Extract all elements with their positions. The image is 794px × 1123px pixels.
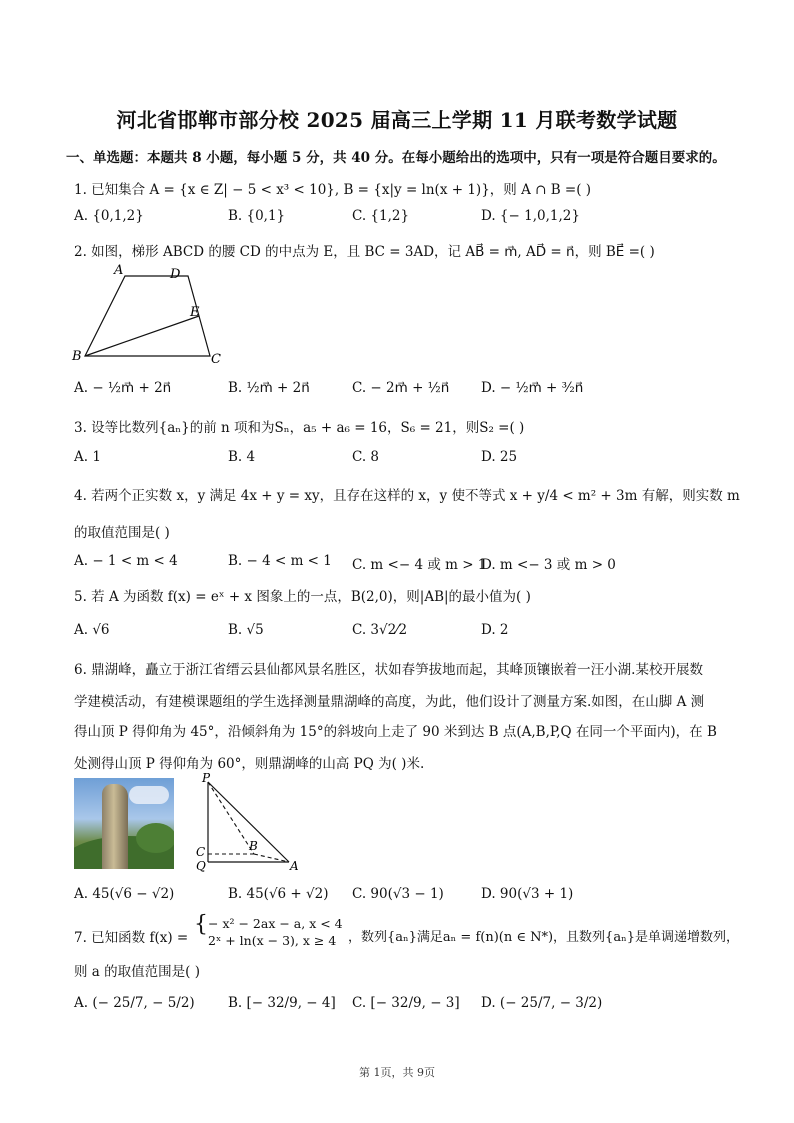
q6-option-c: C. 90(√3 − 1) (352, 886, 444, 902)
q7-option-d: D. (− 25/7, − 3/2) (481, 995, 603, 1011)
q7-option-c: C. [− 32/9, − 3] (352, 995, 460, 1011)
q3-option-c: C. 8 (352, 449, 380, 465)
label-C: C (211, 352, 221, 367)
q1-option-c: C. {1,2} (352, 208, 410, 224)
q4-option-b: B. − 4 < m < 1 (228, 553, 332, 569)
q7-option-b: B. [− 32/9, − 4] (228, 995, 336, 1011)
q5-option-b: B. √5 (228, 622, 264, 638)
piecewise-case-1: − x² − 2ax − a, x < 4 (208, 916, 343, 931)
q4-option-d: D. m <− 3 或 m > 0 (481, 557, 616, 573)
label-P: P (202, 771, 211, 785)
page-footer: 第 1页，共 9页 (359, 1066, 435, 1079)
measurement-diagram (192, 772, 312, 876)
trapezoid-figure (70, 262, 230, 372)
q2-option-d: D. − ½m⃗ + ³⁄₂n⃗ (481, 380, 584, 396)
label-A: A (290, 859, 299, 873)
question-6-line1: 6. 鼎湖峰，矗立于浙江省缙云县仙都风景名胜区，状如春笋拔地而起，其峰顶镶嵌着一汪小湖.某校开展数 (74, 662, 703, 678)
q4-option-a: A. − 1 < m < 4 (74, 553, 178, 569)
label-A: A (114, 263, 124, 278)
q2-option-b: B. ½m⃗ + 2n⃗ (228, 380, 310, 396)
q5-option-a: A. √6 (74, 622, 110, 638)
mountain-photo (74, 778, 174, 869)
q2-option-a: A. − ½m⃗ + 2n⃗ (74, 380, 172, 396)
question-7-line2: 则 a 的取值范围是( ) (74, 964, 200, 980)
q1-option-a: A. {0,1,2} (74, 208, 144, 224)
q1-option-d: D. {− 1,0,1,2} (481, 208, 580, 224)
q6-option-a: A. 45(√6 − √2) (74, 886, 175, 902)
label-E: E (190, 305, 200, 320)
q6-option-d: D. 90(√3 + 1) (481, 886, 574, 902)
piecewise-case-2: 2ˣ + ln(x − 3), x ≥ 4 (208, 933, 337, 948)
piecewise-brace: { (194, 912, 208, 937)
label-Q: Q (196, 859, 206, 873)
question-7-suffix: ，数列{aₙ}满足aₙ = f(n)(n ∈ N*)，且数列{aₙ}是单调递增数列， (348, 930, 739, 945)
question-6-line3: 得山顶 P 得仰角为 45°，沿倾斜角为 15°的斜坡向上走了 90 米到达 B 点(A,B,P,Q 在同一个平面内)，在 B (74, 724, 717, 740)
question-4-stem-line2: 的取值范围是( ) (74, 525, 170, 541)
question-3-stem: 3. 设等比数列{aₙ}的前 n 项和为Sₙ，a₅ + a₆ = 16，S₆ = 21，则S₂ =( ) (74, 420, 525, 436)
question-7-prefix: 7. 已知函数 f(x) = (74, 930, 189, 946)
q3-option-d: D. 25 (481, 449, 518, 465)
label-C: C (196, 845, 206, 859)
label-D: D (170, 267, 181, 282)
label-B: B (249, 839, 258, 853)
label-B: B (72, 349, 82, 364)
q5-option-d: D. 2 (481, 622, 509, 638)
q2-option-c: C. − 2m⃗ + ½n⃗ (352, 380, 450, 396)
q4-option-c: C. m <− 4 或 m > 1 (352, 557, 487, 573)
q7-option-a: A. (− 25/7, − 5/2) (74, 995, 195, 1011)
question-1-stem: 1. 已知集合 A = {x ∈ Z| − 5 < x³ < 10}, B = {x|y = ln(x + 1)}，则 A ∩ B =( ) (74, 182, 592, 198)
q6-option-b: B. 45(√6 + √2) (228, 886, 329, 902)
section-heading: 一、单选题：本题共 8 小题，每小题 5 分，共 40 分。在每小题给出的选项中，只有一项是符合题目要求的。 (66, 150, 726, 166)
question-5-stem: 5. 若 A 为函数 f(x) = eˣ + x 图象上的一点，B(2,0)，则|AB|的最小值为( ) (74, 589, 531, 605)
q1-option-b: B. {0,1} (228, 208, 286, 224)
q5-option-c: C. 3√2⁄2 (352, 622, 408, 638)
question-2-stem: 2. 如图，梯形 ABCD 的腰 CD 的中点为 E，且 BC = 3AD，记 AB⃗ = m⃗, AD⃗ = n⃗，则 BE⃗ =( ) (74, 244, 655, 260)
q3-option-a: A. 1 (74, 449, 101, 465)
q3-option-b: B. 4 (228, 449, 256, 465)
question-6-line2: 学建模活动，有建模课题组的学生选择测量鼎湖峰的高度，为此，他们设计了测量方案.如图，在山脚 A 测 (74, 694, 705, 710)
question-4-stem-line1: 4. 若两个正实数 x，y 满足 4x + y = xy，且存在这样的 x，y 使不等式 x + y/4 < m² + 3m 有解，则实数 m (74, 488, 740, 504)
question-6-line4: 处测得山顶 P 得仰角为 60°，则鼎湖峰的山高 PQ 为( )米. (74, 756, 425, 772)
page-title: 河北省邯郸市部分校 2025 届高三上学期 11 月联考数学试题 (116, 108, 678, 132)
